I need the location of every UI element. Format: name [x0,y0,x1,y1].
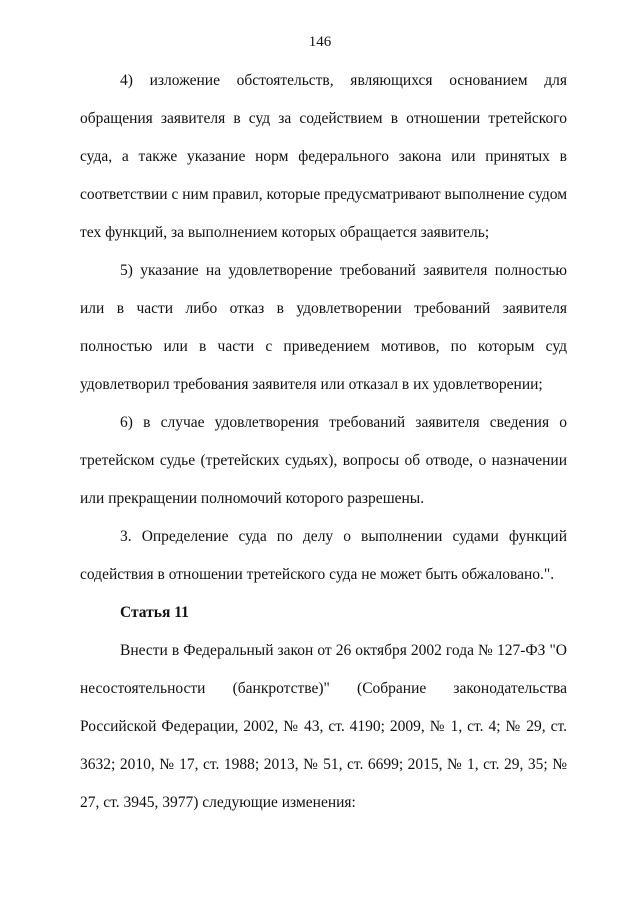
page-number: 146 [308,34,332,50]
paragraph-part-3: 3. Определение суда по делу о выполнении судами функций содействия в отношении третейского суда не может быть обжаловано.". [80,528,567,583]
article-text: Внести в Федеральный закон от 26 октября 2002 года № 127-ФЗ "О несостоятельности (банкротстве)" (Собрание законодательства Российской Федерации, 2002, № 43, ст. 4190; 2009, № 1, ст. 4; № 29, ст. 3632; 2010, № 17, ст. 1988; 2013, № 51, ст. 6699; 2015, № 1, ст. 29, 35; № 27, ст. 3945, 3977) следующие изменения: [80,642,567,811]
paragraph-item-4: 4) изложение обстоятельств, являющихся основанием для обращения заявителя в суд за содействием в отношении третейского суда, а также указание норм федерального закона или принятых в соответствии с ним правил, которые предусматривают выполнение судом тех функций, за выполнением которых обращается заявитель; [80,72,567,241]
paragraph-item-5: 5) указание на удовлетворение требований заявителя полностью или в части либо отказ в удовлетворении требований заявителя полностью или в части с приведением мотивов, по которым суд удовлетворил требования заявителя или отказал в их удовлетворении; [80,262,567,393]
document-body [80,62,567,822]
paragraph-item-6: 6) в случае удовлетворения требований заявителя сведения о третейском судье (третейских судьях), вопросы об отводе, о назначении или прекращении полномочий которого разрешены. [80,414,567,507]
article-heading: Статья 11 [120,604,189,621]
